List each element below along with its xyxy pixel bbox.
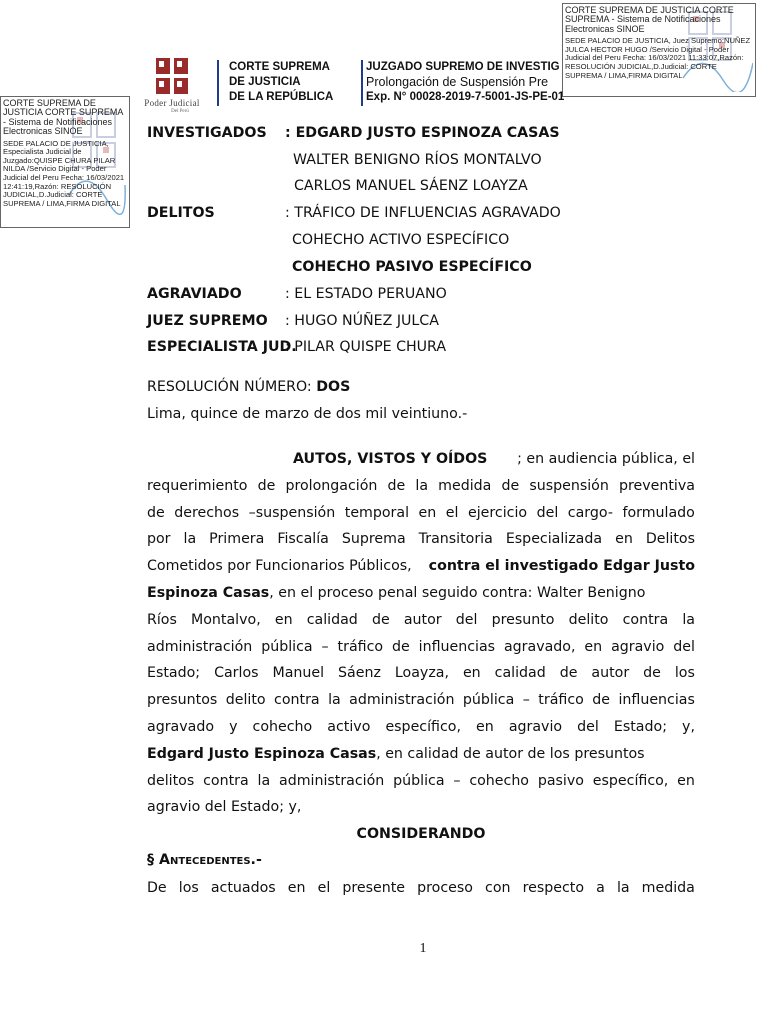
body-line-3: de derechos –suspensión temporal en el ejercicio del cargo- formulado [147,504,695,521]
body-line-6a: Espinoza Casas [147,584,270,601]
juez-label: JUEZ SUPREMO [147,313,268,329]
investigados-label: INVESTIGADOS [147,125,267,141]
vistos-text: VISTOS Y OÍDOS [357,451,488,467]
delito-3: COHECHO PASIVO ESPECÍFICO [292,259,532,275]
juez-value: : HUGO NÚÑEZ JULCA [285,313,439,329]
court-line-2: DE JUSTICIA [229,76,301,88]
resolution-label: RESOLUCIÓN NÚMERO: [147,379,312,395]
body-line-1: AUTOS, VISTOS Y OÍDOS ; en audiencia pública, el [147,446,695,473]
body-line-12 [147,741,695,768]
logo-text: Poder Judicial [144,98,200,108]
stamp-left-header: CORTE SUPREMA DE JUSTICIA CORTE SUPREMA - Sistema de Notificaciones Electronicas SINOE [3,98,123,137]
stamp-right-header: CORTE SUPREMA DE JUSTICIA CORTE SUPREMA - Sistema de Notificaciones Electronicas SINOE [565,5,734,34]
resolution-line [147,378,350,396]
investigado-3: CARLOS MANUEL SÁENZ LOAYZA [294,178,528,194]
resolution-date: Lima, quince de marzo de dos mil veintiuno.- [147,406,468,422]
agraviado-label: AGRAVIADO [147,286,242,302]
page-number: 1 [419,941,427,956]
body-line-6 [147,580,695,607]
stamp-left-body: SEDE PALACIO DE JUSTICIA, Especialista Judicial de Juzgado:QUISPE CHURA PILAR NILDA /Servicio Digital - Poder Judicial del Peru Fecha: 16/03/2021 12:41:19,Razón: RESOLUCIÓN JUDICIAL,D.Judicial: CORTE SUPREMA / LIMA,FIRMA DIGITAL [3,138,125,208]
body-line-14: agravio del Estado; y, [147,799,302,816]
juzgado-name: JUZGADO SUPREMO DE INVESTIG [366,61,560,73]
considerando-heading: CONSIDERANDO [356,826,486,842]
case-subject: Prolongación de Suspensión Pre [366,75,549,89]
body-line-13: delitos contra la administración pública – cohecho pasivo específico, en [147,772,695,789]
body-line-5 [147,553,695,580]
body-text [147,446,695,821]
stamp-right-body: SEDE PALACIO DE JUSTICIA, Juez Supremo:NUÑEZ JULCA HECTOR HUGO /Servicio Digital - Poder Judicial del Peru Fecha: 16/03/2021 11:33:07,Razón: RESOLUCIÓN JUDICIAL,D.Judicial: CORTE SUPREMA / LIMA,FIRMA DIGITAL [565,36,751,80]
investigado-2: WALTER BENIGNO RÍOS MONTALVO [293,152,542,168]
body-line-6b: , en el proceso penal seguido contra: Walter Benigno [269,584,646,601]
poder-judicial-emblem-icon [150,56,210,98]
body-line-9: Estado; Carlos Manuel Sáenz Loayza, en calidad de autor de los [147,665,695,682]
delito-2: COHECHO ACTIVO ESPECÍFICO [292,232,510,248]
body-line-4: por la Primera Fiscalía Suprema Transitoria Especializada en Delitos [147,531,695,548]
body-line-12a: Edgard Justo Espinoza Casas [147,745,377,762]
delitos-label: DELITOS [147,205,215,221]
case-header [366,60,564,105]
body-line-5b: contra el investigado Edgar Justo [428,558,695,575]
body-line-2: requerimiento de prolongación de la medida de suspensión preventiva [147,477,695,494]
autos-text: AUTOS [293,451,348,467]
body-line-11: agravado y cohecho activo específico, en agravio del Estado; y, [147,718,695,735]
body-line-12b: , en calidad de autor de los presuntos [376,745,645,762]
delito-1: : TRÁFICO DE INFLUENCIAS AGRAVADO [285,205,561,221]
court-line-1: CORTE SUPREMA [229,61,330,73]
body-line-1-rest: ; en audiencia pública, el [517,451,695,467]
body-last-line: De los actuados en el presente proceso con respecto a la medida [147,880,695,896]
court-name [229,60,333,105]
agraviado-value: : EL ESTADO PERUANO [285,286,447,302]
poder-judicial-logo [144,56,210,114]
especialista-label: ESPECIALISTA JUD. [147,339,297,355]
exp-number: 00028-2019-7-5001-JS-PE-01 [409,91,565,103]
logo-subtext: Del Perú [171,109,189,114]
especialista-value: : PILAR QUISPE CHURA [285,339,447,355]
header-divider-left [217,60,219,106]
court-line-3: DE LA REPÚBLICA [229,91,334,103]
body-line-10: presuntos delito contra la administración pública – tráfico de influencias [147,692,695,709]
body-line-8: administración pública – tráfico de influencias agravado, en agravio del [147,638,695,655]
body-line-7: Ríos Montalvo, en calidad de autor del presunto delito contra la [147,611,695,628]
digital-signature-stamp-left [0,96,130,228]
header-divider-right [361,60,363,106]
body-line-5a: Cometidos por Funcionarios Públicos, [147,558,412,575]
resolution-number: DOS [316,379,351,395]
investigado-1: : EDGARD JUSTO ESPINOZA CASAS [285,125,560,141]
digital-signature-stamp-right [562,3,756,97]
exp-label: Exp. N° [366,91,407,103]
antecedentes-heading: § Antecedentes.- [147,852,262,868]
